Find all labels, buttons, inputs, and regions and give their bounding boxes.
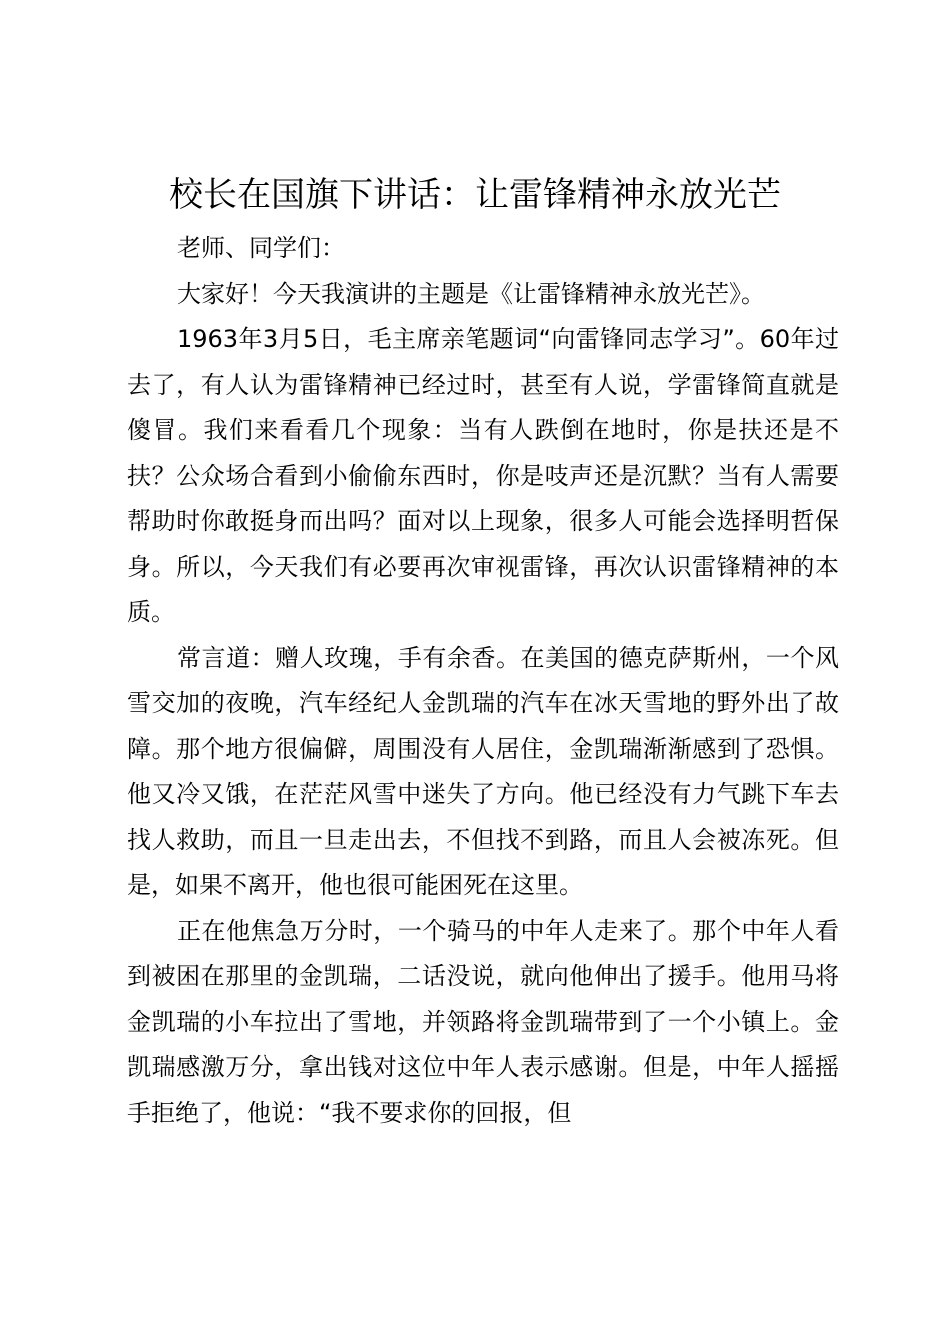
greeting-paragraph: 大家好！今天我演讲的主题是《让雷锋精神永放光芒》。 (177, 279, 765, 308)
body-paragraph: 常言道：赠人玫瑰，手有余香。在美国的德克萨斯州，一个风雪交加的夜晚，汽车经纪人金凯瑞的汽车在冰天雪地的野外出了故障。那个地方很偏僻，周围没有人居住，金凯瑞渐渐感到了恐惧。他又冷又饿，在茫茫风雪中迷失了方向。他已经没有力气跳下车去找人救助，而且一旦走出去，不但找不到路，而且人会被冻死。但是，如果不离开，他也很可能困死在这里。 (127, 643, 839, 899)
salutation-paragraph: 老师、同学们： (177, 234, 345, 262)
body-paragraph: 正在他焦急万分时，一个骑马的中年人走来了。那个中年人看到被困在那里的金凯瑞，二话没说，就向他伸出了援手。他用马将金凯瑞的小车拉出了雪地，并领路将金凯瑞带到了一个小镇上。金凯瑞感激万分，拿出钱对这位中年人表示感谢。但是，中年人摇摇手拒绝了，他说：“我不要求你的回报，但 (127, 916, 839, 1127)
body-paragraph: 1963年3月5日，毛主席亲笔题词“向雷锋同志学习”。60年过去了，有人认为雷锋精神已经过时，甚至有人说，学雷锋简直就是傻冒。我们来看看几个现象：当有人跌倒在地时，你是扶还是不扶？公众场合看到小偷偷东西时，你是吱声还是沉默？当有人需要帮助时你敢挺身而出吗？面对以上现象，很多人可能会选择明哲保身。所以，今天我们有必要再次审视雷锋，再次认识雷锋精神的本质。 (127, 325, 839, 626)
document-body (127, 226, 839, 1136)
document-title: 校长在国旗下讲话：让雷锋精神永放光芒 (169, 175, 781, 215)
